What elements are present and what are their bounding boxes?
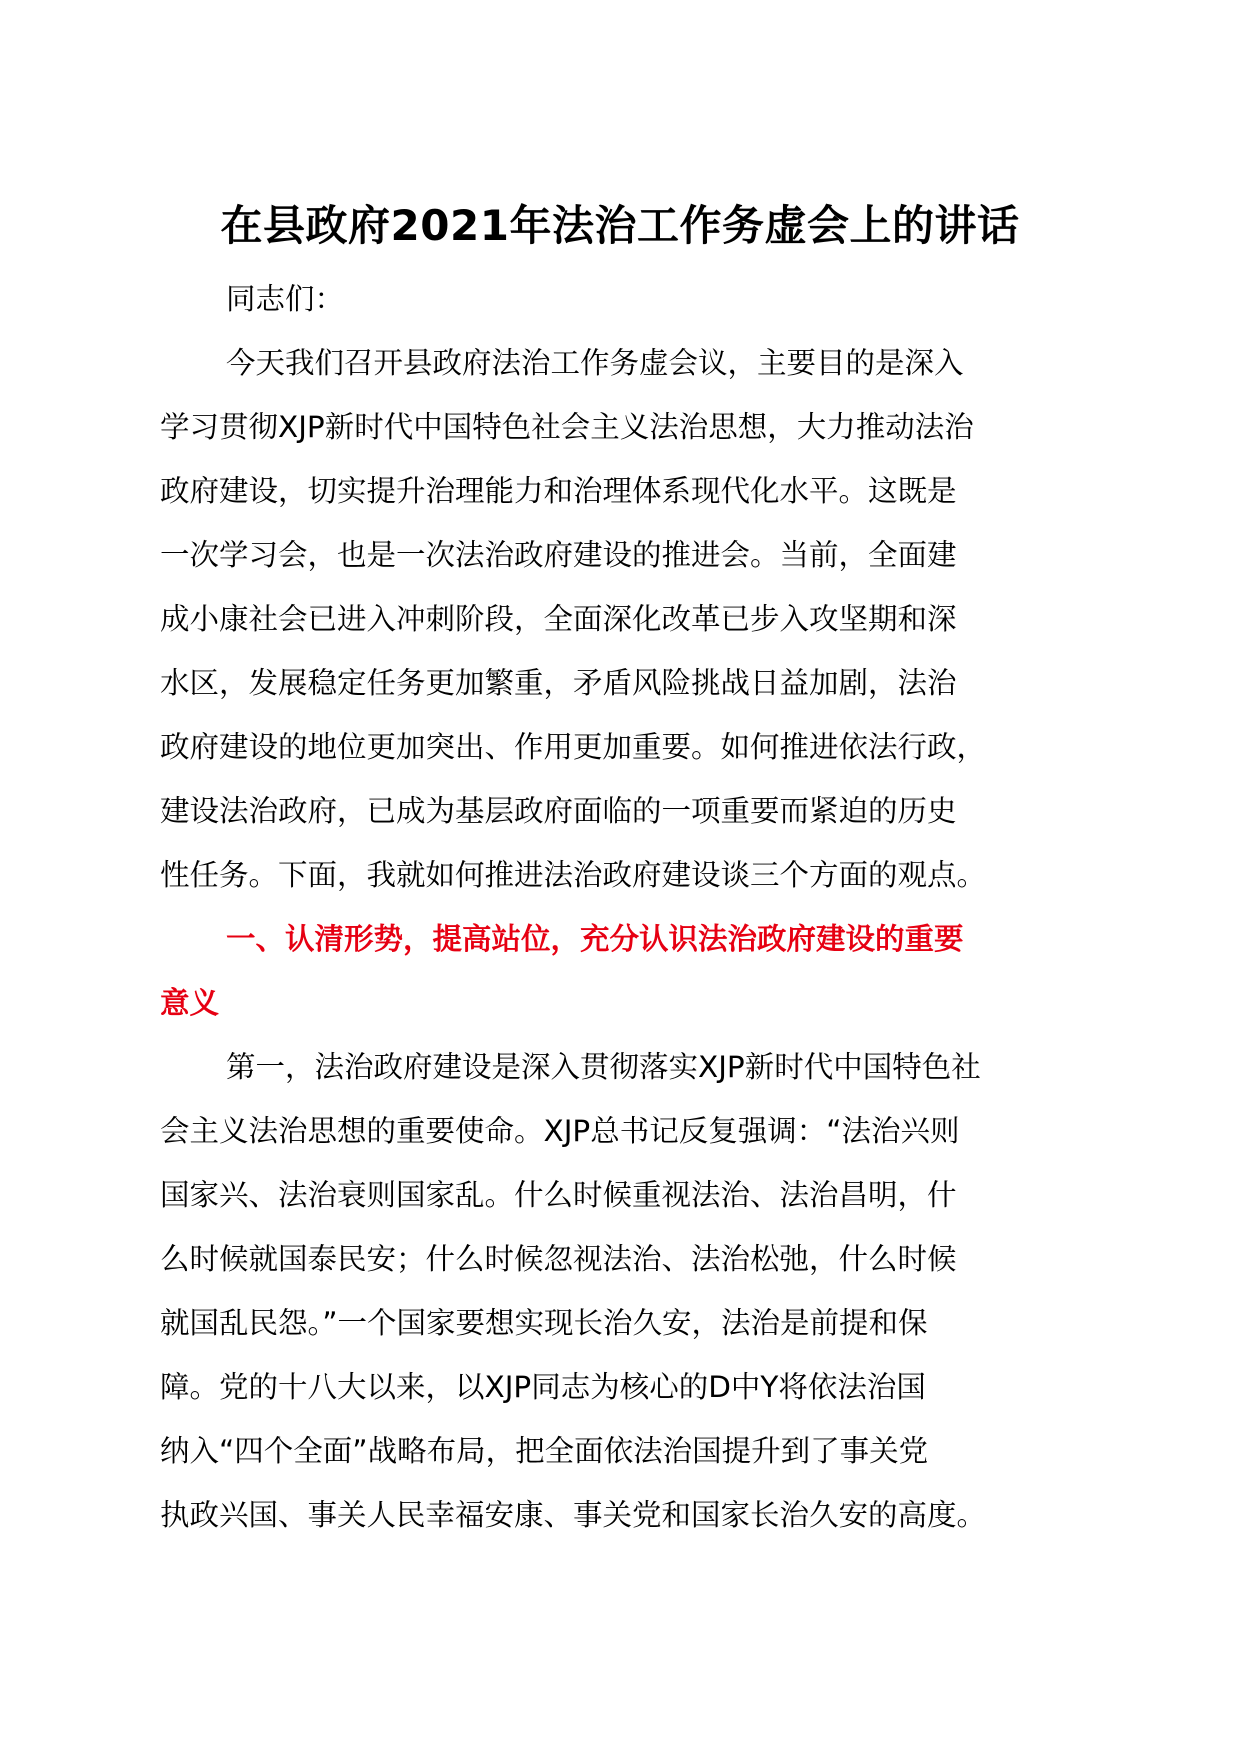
paragraph-line: 障。党的十八大以来，以XJP同志为核心的D中Y将依法治国 bbox=[160, 1370, 926, 1404]
paragraph-line: 执政兴国、事关人民幸福安康、事关党和国家长治久安的高度。 bbox=[160, 1498, 987, 1532]
section-heading: 一、认清形势，提高站位，充分认识法治政府建设的重要 bbox=[226, 922, 964, 956]
paragraph-line: 国家兴、法治衰则国家乱。什么时候重视法治、法治昌明，什 bbox=[160, 1178, 957, 1212]
document-title: 在县政府2021年法治工作务虚会上的讲话 bbox=[220, 201, 1020, 250]
paragraph-line: 学习贯彻XJP新时代中国特色社会主义法治思想，大力推动法治 bbox=[160, 410, 974, 444]
paragraph-line: 纳入“四个全面”战略布局，把全面依法治国提升到了事关党 bbox=[160, 1434, 929, 1468]
paragraph-line: 政府建设，切实提升治理能力和治理体系现代化水平。这既是 bbox=[160, 474, 957, 508]
paragraph-line: 第一，法治政府建设是深入贯彻落实XJP新时代中国特色社 bbox=[226, 1050, 981, 1084]
paragraph-line: 建设法治政府，已成为基层政府面临的一项重要而紧迫的历史 bbox=[160, 794, 957, 828]
paragraph-line: 水区，发展稳定任务更加繁重，矛盾风险挑战日益加剧，法治 bbox=[160, 666, 957, 700]
paragraph-line: 么时候就国泰民安；什么时候忽视法治、法治松弛，什么时候 bbox=[160, 1242, 957, 1276]
section-heading: 意义 bbox=[160, 986, 220, 1020]
paragraph-line: 性任务。下面，我就如何推进法治政府建设谈三个方面的观点。 bbox=[160, 858, 987, 892]
paragraph-line: 会主义法治思想的重要使命。XJP总书记反复强调：“法治兴则 bbox=[160, 1114, 960, 1148]
paragraph-line: 就国乱民怨。”一个国家要想实现长治久安，法治是前提和保 bbox=[160, 1306, 928, 1340]
salutation: 同志们： bbox=[226, 282, 345, 316]
document-body bbox=[160, 267, 1100, 1547]
paragraph-line: 政府建设的地位更加突出、作用更加重要。如何推进依法行政， bbox=[160, 730, 987, 764]
paragraph-line: 一次学习会，也是一次法治政府建设的推进会。当前，全面建 bbox=[160, 538, 957, 572]
paragraph-line: 成小康社会已进入冲刺阶段，全面深化改革已步入攻坚期和深 bbox=[160, 602, 957, 636]
paragraph-line: 今天我们召开县政府法治工作务虚会议，主要目的是深入 bbox=[226, 346, 964, 380]
